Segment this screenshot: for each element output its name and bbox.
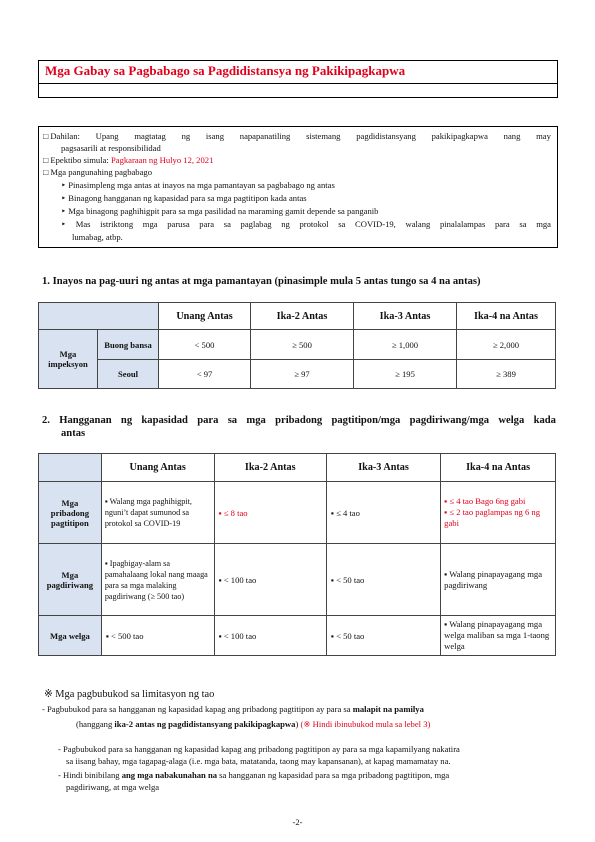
cell-line: ▪ ≤ 4 tao Bago 6ng gabi bbox=[444, 496, 526, 506]
note-bold: ang mga nabakunahan na bbox=[121, 770, 218, 780]
column-header: Ika-4 na Antas bbox=[457, 303, 556, 330]
word: ‣ bbox=[61, 219, 67, 229]
word: pagdidistansyang bbox=[356, 131, 416, 141]
summary-change-item: ‣ Binagong hangganan ng kapasidad para sa mga pagtitipon kada antas bbox=[61, 193, 307, 203]
column-header: Unang Antas bbox=[101, 454, 214, 482]
note-text: ) bbox=[295, 719, 301, 729]
note-line: sa iisang bahay, mga tagapag-alaga (i.e. mga bata, matatanda, taong may kapansanan), at kapag mamamatay na. bbox=[66, 756, 451, 766]
row-label: Mga pribadong pagtitipon bbox=[39, 482, 102, 544]
summary-effective bbox=[43, 154, 551, 166]
table-cell: ▪ Walang mga paghihigpit, nguni’t dapat sumunod sa protokol sa COVID-19 bbox=[101, 482, 214, 544]
row-group-label: Mga impeksyon bbox=[39, 330, 98, 389]
table-cell: ≥ 97 bbox=[251, 360, 354, 389]
word: pinalalampas bbox=[439, 219, 486, 229]
row-label: Buong bansa bbox=[98, 330, 159, 360]
word: para bbox=[197, 415, 219, 426]
word: walang bbox=[405, 219, 431, 229]
cell-line: ▪ ≤ 2 tao paglampas ng 6 ng gabi bbox=[444, 507, 540, 528]
word: □ Dahilan: bbox=[43, 131, 80, 141]
word: napapanatiling bbox=[239, 131, 291, 141]
note-text: - Hindi binibilang bbox=[58, 770, 122, 780]
title-divider bbox=[39, 83, 557, 84]
summary-reason-continuation: pagsasarili at responsibilidad bbox=[61, 143, 161, 153]
table-cell: ▪ < 100 tao bbox=[214, 616, 326, 656]
word: para bbox=[494, 219, 510, 229]
note-line: pagdiriwang, at mga welga bbox=[66, 782, 160, 792]
word: magtatag bbox=[134, 131, 166, 141]
note-text: sa hangganan ng kapasidad para sa mga pribadong pagtitipon, mga bbox=[217, 770, 450, 780]
note-line bbox=[42, 718, 556, 730]
row-label: Mga pagdiriwang bbox=[39, 544, 102, 616]
table-cell: ≥ 500 bbox=[251, 330, 354, 360]
section1-heading: 1. Inayos na pag-uuri ng antas at mga pamantayan (pinasimple mula 5 antas tungo sa 4 na antas) bbox=[42, 276, 481, 287]
word: ng bbox=[120, 415, 133, 426]
word: pagtitipon/mga bbox=[331, 415, 401, 426]
table-corner bbox=[39, 303, 159, 330]
summary-change-item bbox=[61, 218, 551, 230]
note-red: (※ Hindi ibinubukod mula sa lebel 3) bbox=[300, 719, 431, 729]
table-cell: ▪ < 100 tao bbox=[214, 544, 326, 616]
table-corner bbox=[39, 454, 102, 482]
row-label: Mga welga bbox=[39, 616, 102, 656]
word: paglabag bbox=[240, 219, 272, 229]
column-header: Ika-3 Antas bbox=[354, 303, 457, 330]
word: Upang bbox=[95, 131, 119, 141]
table-cell: ≥ 1,000 bbox=[354, 330, 457, 360]
word: Mas bbox=[75, 219, 91, 229]
summary-change-continuation: lumabag, atbp. bbox=[72, 232, 123, 242]
title-box bbox=[38, 60, 558, 98]
word: sistemang bbox=[306, 131, 341, 141]
table-cell: ▪ < 50 tao bbox=[326, 544, 440, 616]
section2-heading-continuation: antas bbox=[61, 428, 86, 439]
table-cell: ▪ Walang pinapayagang mga welga maliban sa mga 1-taong welga bbox=[441, 616, 556, 656]
row-label: Seoul bbox=[98, 360, 159, 389]
table-cell: < 500 bbox=[159, 330, 251, 360]
exceptions-heading bbox=[44, 688, 214, 700]
column-header: Unang Antas bbox=[159, 303, 251, 330]
table-cell: ≥ 195 bbox=[354, 360, 457, 389]
column-header: Ika-2 Antas bbox=[214, 454, 326, 482]
capacity-table bbox=[38, 453, 556, 656]
word: ng bbox=[181, 131, 191, 141]
page-number: -2- bbox=[292, 817, 303, 827]
effective-date: Pagkaraan ng Hulyo 12, 2021 bbox=[110, 155, 214, 165]
word: protokol bbox=[299, 219, 329, 229]
note-bold: malapit na pamilya bbox=[352, 704, 424, 714]
word: mga bbox=[536, 219, 551, 229]
word: COVID-19, bbox=[355, 219, 396, 229]
note-line bbox=[42, 703, 556, 715]
summary-reason-line bbox=[43, 130, 551, 142]
table-cell: ▪ Walang pinapayagang mga pagdiriwang bbox=[441, 544, 556, 616]
table-cell bbox=[441, 482, 556, 544]
exceptions-note-1 bbox=[42, 703, 556, 730]
word: welga bbox=[498, 415, 525, 426]
word: sa bbox=[519, 219, 527, 229]
word: istriktong bbox=[100, 219, 134, 229]
word: Hangganan bbox=[59, 415, 112, 426]
word: parusa bbox=[167, 219, 190, 229]
note-line: - Pagbubukod para sa hangganan ng kapasidad kapag ang pribadong pagtitipon ay para sa mga kapamilyang nakatira bbox=[58, 744, 460, 754]
word: pagdiriwang/mga bbox=[409, 415, 490, 426]
section2-heading-line bbox=[42, 414, 556, 427]
word: sa bbox=[227, 415, 238, 426]
word: mga bbox=[142, 219, 158, 229]
note-line bbox=[58, 769, 556, 781]
summary-change-item: ‣ Mga binagong paghihigpit para sa mga pasilidad na maraming gamit depende sa panganib bbox=[61, 206, 379, 216]
level-criteria-table bbox=[38, 302, 556, 389]
word: sa bbox=[223, 219, 231, 229]
word: kapasidad bbox=[141, 415, 188, 426]
word: para bbox=[199, 219, 215, 229]
table-cell: < 97 bbox=[159, 360, 251, 389]
word: pakikipagkapwa bbox=[431, 131, 488, 141]
table-cell: ≥ 389 bbox=[457, 360, 556, 389]
word: ng bbox=[281, 219, 290, 229]
effective-label: □ Epektibo simula: bbox=[43, 155, 111, 165]
column-header: Ika-3 Antas bbox=[326, 454, 440, 482]
column-header: Ika-4 na Antas bbox=[441, 454, 556, 482]
table-cell: ▪ ≤ 4 tao bbox=[326, 482, 440, 544]
table-cell: ▪ < 500 tao bbox=[101, 616, 214, 656]
word: 2. bbox=[42, 415, 50, 426]
table-cell: ▪ < 50 tao bbox=[326, 616, 440, 656]
word: nang bbox=[503, 131, 521, 141]
note-bold: ika-2 antas ng pagdidistansyang pakikipagkapwa bbox=[114, 719, 296, 729]
word: pribadong bbox=[275, 415, 323, 426]
exceptions-heading-text: ※ Mga pagbubukod sa limitasyon ng tao bbox=[44, 689, 215, 700]
word: isang bbox=[205, 131, 225, 141]
summary-change-item: ‣ Pinasimpleng mga antas at inayos na mga pamantayan sa pagbabago ng antas bbox=[61, 180, 335, 190]
column-header: Ika-2 Antas bbox=[251, 303, 354, 330]
table-cell: ≥ 2,000 bbox=[457, 330, 556, 360]
word: kada bbox=[533, 415, 556, 426]
note-text: (hanggang bbox=[76, 719, 115, 729]
table-cell: ▪ ≤ 8 tao bbox=[214, 482, 326, 544]
section2-heading bbox=[42, 414, 556, 440]
summary-box bbox=[38, 126, 558, 248]
word: may bbox=[536, 131, 551, 141]
exceptions-note-2 bbox=[58, 743, 556, 793]
table-cell: ▪ Ipagbigay-alam sa pamahalaang lokal nang maaga para sa mga malaking pagdiriwang (≥ 500 tao) bbox=[101, 544, 214, 616]
note-text: - Pagbubukod para sa hangganan ng kapasidad kapag ang pribadong pagtitipon ay para sa bbox=[42, 704, 353, 714]
summary-changes-label: □ Mga pangunahing pagbabago bbox=[43, 167, 153, 177]
page-title: Mga Gabay sa Pagbabago sa Pagdidistansya ng Pakikipagkapwa bbox=[45, 63, 406, 78]
word: sa bbox=[338, 219, 346, 229]
word: mga bbox=[246, 415, 266, 426]
